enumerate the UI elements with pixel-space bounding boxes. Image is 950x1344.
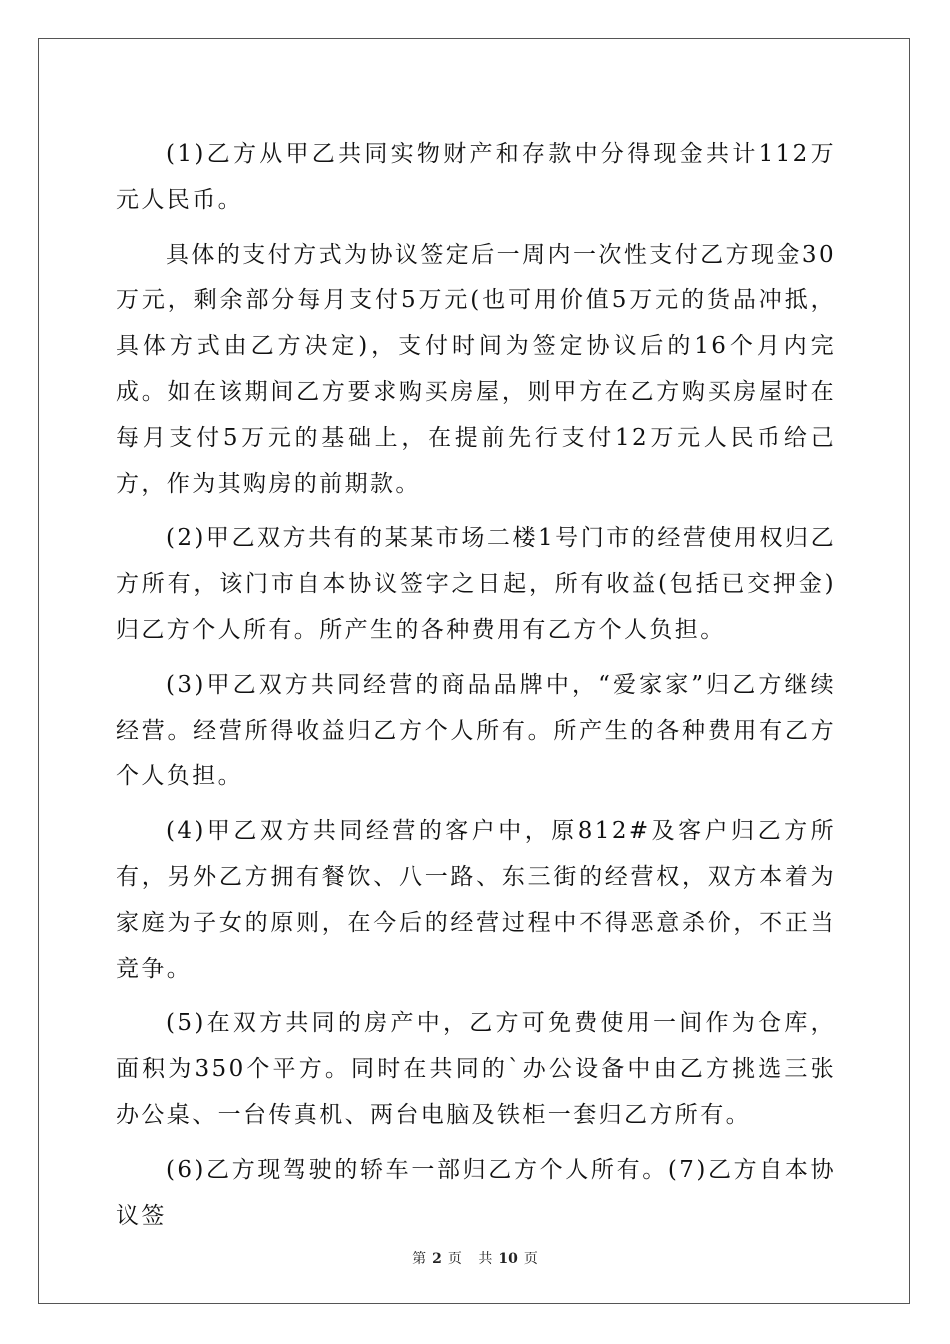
total-unit: 页: [523, 1251, 538, 1267]
page-unit: 页: [447, 1251, 462, 1267]
page-indicator: [409, 1251, 465, 1267]
paragraph-5: (4)甲乙双方共同经营的客户中，原812#及客户归乙方所有，另外乙方拥有餐饮、八一路、东三街的经营权，双方本着为家庭为子女的原则，在今后的经营过程中不得恶意杀价，不正当竞争。: [116, 818, 836, 982]
total-indicator: [475, 1251, 540, 1267]
paragraph-3: (2)甲乙双方共有的某某市场二楼1号门市的经营使用权归乙方所有，该门市自本协议签字之日起，所有收益(包括已交押金)归乙方个人所有。所产生的各种费用有乙方个人负担。: [116, 525, 836, 643]
paragraph-1: (1)乙方从甲乙共同实物财产和存款中分得现金共计112万元人民币。: [116, 141, 836, 213]
page-footer: [0, 1248, 950, 1268]
paragraph-6: (5)在双方共同的房产中，乙方可免费使用一间作为仓库，面积为350个平方。同时在共同的`办公设备中由乙方挑选三张办公桌、一台传真机、两台电脑及铁柜一套归乙方所有。: [116, 1010, 836, 1128]
page-total: 10: [498, 1251, 518, 1267]
total-prefix: 共: [478, 1251, 493, 1267]
paragraph-4: (3)甲乙双方共同经营的商品品牌中，“爱家家”归乙方继续经营。经营所得收益归乙方个人所有。所产生的各种费用有乙方个人负担。: [116, 671, 836, 790]
paragraph-2: 具体的支付方式为协议签定后一周内一次性支付乙方现金30万元，剩余部分每月支付5万元(也可用价值5万元的货品冲抵，具体方式由乙方决定)，支付时间为签定协议后的16个月内完成。如在该期间乙方要求购买房屋，则甲方在乙方购买房屋时在每月支付5万元的基础上，在提前先行支付12万元人民币给己方，作为其购房的前期款。: [116, 241, 836, 497]
page-current: 2: [432, 1251, 442, 1267]
page-prefix: 第: [412, 1251, 427, 1267]
document-body: [116, 132, 836, 1248]
paragraph-7: (6)乙方现驾驶的轿车一部归乙方个人所有。(7)乙方自本协议签: [116, 1156, 836, 1229]
